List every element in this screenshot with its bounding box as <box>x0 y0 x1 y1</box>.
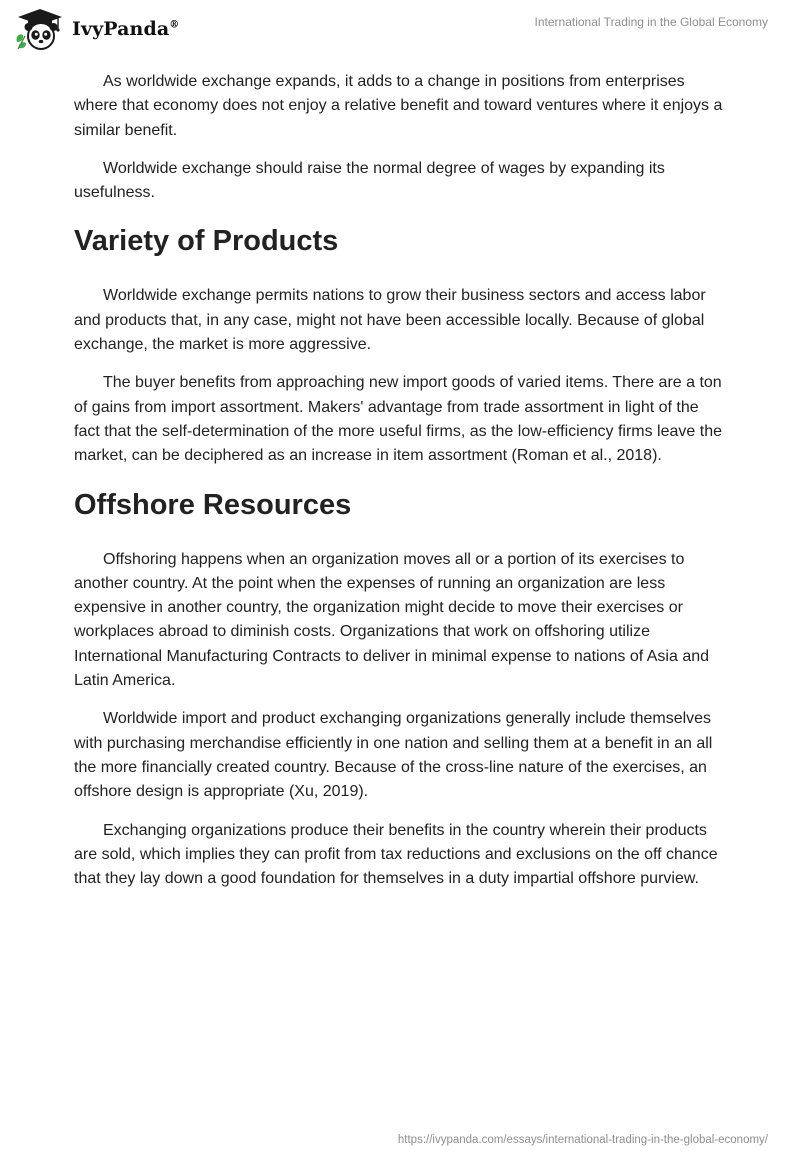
document-title: International Trading in the Global Economy <box>534 15 768 29</box>
paragraph: Worldwide exchange permits nations to grow their business sectors and access labor and products that, in any case, might not have been accessible locally. Because of global exchange, the market is more aggressive. <box>74 287 706 354</box>
paragraph: As worldwide exchange expands, it adds to a change in positions from enterprises where that economy does not enjoy a relative benefit and toward ventures where it enjoys a similar benefit. <box>74 73 723 139</box>
paragraph: The buyer benefits from approaching new import goods of varied items. There are a ton of gains from import assortment. Makers' advantage from trade assortment in light of the fact that the self-determination of the more useful firms, as the low-efficiency firms leave the market, can be deciphered as an increase in item assortment (Roman et al., 2018). <box>74 374 722 465</box>
page-header <box>0 0 800 56</box>
section-heading-variety-of-products: Variety of Products <box>74 225 339 258</box>
panda-graduate-icon <box>14 8 66 50</box>
paragraph: Offshoring happens when an organization moves all or a portion of its exercises to another country. At the point when the expenses of running an organization are less expensive in another country, the organization might decide to move their exercises or workplaces abroad to diminish costs. Organizations that work on offshoring utilize International Manufacturing Contracts to deliver in minimal expense to nations of Asia and Latin America. <box>74 550 710 690</box>
registered-mark: ® <box>169 19 180 31</box>
source-url[interactable]: https://ivypanda.com/essays/international-trading-in-the-global-economy/ <box>397 1134 768 1146</box>
paragraph: Exchanging organizations produce their benefits in the country wherein their products are sold, which implies they can profit from tax reductions and exclusions on the off chance that they lay down a good foundation for themselves in a duty impartial offshore purview. <box>74 821 718 888</box>
brand-name-text: IvyPanda <box>72 18 170 40</box>
paragraph: Worldwide import and product exchanging organizations generally include themselves with purchasing merchandise efficiently in one nation and selling them at a benefit in an all the more financially created country. Because of the cross-line nature of the exercises, an offshore design is appropriate (Xu, 2019). <box>74 710 713 801</box>
brand-name <box>72 18 179 40</box>
essay-content <box>74 70 728 905</box>
section-heading-offshore-resources: Offshore Resources <box>74 488 352 521</box>
paragraph: Worldwide exchange should raise the normal degree of wages by expanding its usefulness. <box>74 159 665 202</box>
ivypanda-logo[interactable] <box>14 8 179 50</box>
